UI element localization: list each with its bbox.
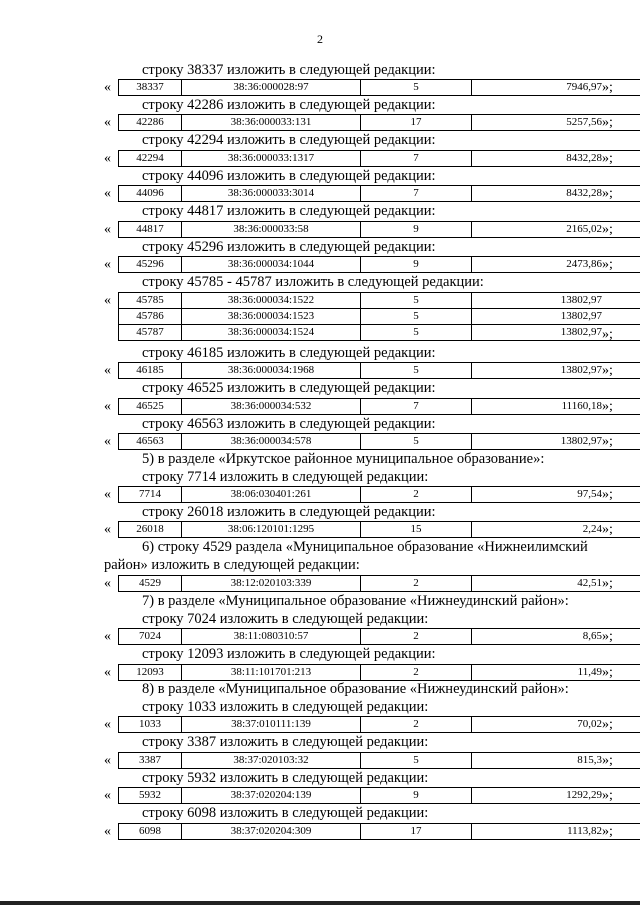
group-cell: 5 <box>361 293 472 309</box>
value-cell: 1292,29 <box>472 788 640 804</box>
row-number-cell: 46525 <box>119 399 182 415</box>
replacement-table-block <box>0 79 640 96</box>
group-cell: 5 <box>361 753 472 769</box>
instruction-line: строку 3387 изложить в следующей редакции: <box>142 734 429 750</box>
replacement-table-block <box>0 292 640 343</box>
cadastral-number-cell: 38:36:000034:1044 <box>182 257 361 273</box>
instruction-line: строку 7024 изложить в следующей редакции: <box>142 611 429 627</box>
value-cell: 1113,82 <box>472 824 640 840</box>
registry-table <box>118 787 640 804</box>
table-row <box>119 309 640 325</box>
registry-table <box>118 716 640 733</box>
closing-quote: »; <box>602 151 613 166</box>
cadastral-number-cell: 38:36:000034:1968 <box>182 363 361 379</box>
closing-quote: »; <box>602 824 613 839</box>
row-number-cell: 45787 <box>119 325 182 341</box>
instruction-line: 8) в разделе «Муниципальное образование «Нижнеудинский район»: <box>142 681 569 697</box>
row-number-cell: 42294 <box>119 151 182 167</box>
table-row <box>119 753 640 769</box>
cadastral-number-cell: 38:36:000034:1522 <box>182 293 361 309</box>
cadastral-number-cell: 38:37:020103:32 <box>182 753 361 769</box>
closing-quote: »; <box>602 80 613 95</box>
value-cell: 13802,97 <box>472 434 640 450</box>
row-number-cell: 44817 <box>119 222 182 238</box>
opening-quote: « <box>104 293 111 308</box>
group-cell: 7 <box>361 186 472 202</box>
registry-table <box>118 79 640 96</box>
instruction-line: строку 6098 изложить в следующей редакции: <box>142 805 429 821</box>
cadastral-number-cell: 38:37:010111:139 <box>182 717 361 733</box>
instruction-line: строку 45785 - 45787 изложить в следующей редакции: <box>142 274 484 290</box>
cadastral-number-cell: 38:36:000034:1523 <box>182 309 361 325</box>
value-cell: 5257,56 <box>472 115 640 131</box>
replacement-table-block <box>0 221 640 238</box>
group-cell: 7 <box>361 151 472 167</box>
table-row <box>119 151 640 167</box>
table-row <box>119 487 640 503</box>
instruction-line: строку 7714 изложить в следующей редакции: <box>142 469 429 485</box>
row-number-cell: 38337 <box>119 80 182 96</box>
replacement-table-block <box>0 114 640 131</box>
opening-quote: « <box>104 629 111 644</box>
group-cell: 2 <box>361 629 472 645</box>
replacement-table-block <box>0 486 640 503</box>
opening-quote: « <box>104 115 111 130</box>
cadastral-number-cell: 38:12:020103:339 <box>182 576 361 592</box>
group-cell: 2 <box>361 576 472 592</box>
cadastral-number-cell: 38:36:000034:1524 <box>182 325 361 341</box>
table-row <box>119 257 640 273</box>
group-cell: 9 <box>361 222 472 238</box>
closing-quote: »; <box>602 487 613 502</box>
closing-quote: »; <box>602 115 613 130</box>
replacement-table-block <box>0 398 640 415</box>
closing-quote: »; <box>602 753 613 768</box>
replacement-table-block <box>0 150 640 167</box>
row-number-cell: 44096 <box>119 186 182 202</box>
closing-quote: »; <box>602 629 613 644</box>
cadastral-number-cell: 38:11:101701:213 <box>182 665 361 681</box>
group-cell: 9 <box>361 257 472 273</box>
cadastral-number-cell: 38:36:000033:3014 <box>182 186 361 202</box>
table-row <box>119 434 640 450</box>
row-number-cell: 42286 <box>119 115 182 131</box>
value-cell: 8,65 <box>472 629 640 645</box>
row-number-cell: 6098 <box>119 824 182 840</box>
value-cell: 2,24 <box>472 522 640 538</box>
closing-quote: »; <box>602 399 613 414</box>
cadastral-number-cell: 38:11:080310:57 <box>182 629 361 645</box>
registry-table <box>118 664 640 681</box>
group-cell: 2 <box>361 665 472 681</box>
cadastral-number-cell: 38:36:000034:532 <box>182 399 361 415</box>
table-row <box>119 325 640 341</box>
row-number-cell: 26018 <box>119 522 182 538</box>
instruction-line: строку 44817 изложить в следующей редакции: <box>142 203 436 219</box>
table-row <box>119 717 640 733</box>
instruction-line: строку 26018 изложить в следующей редакции: <box>142 504 436 520</box>
instruction-line: строку 46525 изложить в следующей редакции: <box>142 380 436 396</box>
registry-table <box>118 521 640 538</box>
opening-quote: « <box>104 434 111 449</box>
instruction-line: район» изложить в следующей редакции: <box>104 557 360 573</box>
closing-quote: »; <box>602 434 613 449</box>
cadastral-number-cell: 38:06:030401:261 <box>182 487 361 503</box>
group-cell: 17 <box>361 824 472 840</box>
group-cell: 2 <box>361 717 472 733</box>
opening-quote: « <box>104 753 111 768</box>
scan-edge <box>0 901 640 905</box>
value-cell: 11160,18 <box>472 399 640 415</box>
instruction-line: 7) в разделе «Муниципальное образование «Нижнеудинский район»: <box>142 593 569 609</box>
row-number-cell: 46185 <box>119 363 182 379</box>
table-row <box>119 115 640 131</box>
replacement-table-block <box>0 521 640 538</box>
opening-quote: « <box>104 399 111 414</box>
instruction-line: строку 42286 изложить в следующей редакции: <box>142 97 436 113</box>
instruction-line: строку 42294 изложить в следующей редакции: <box>142 132 436 148</box>
opening-quote: « <box>104 257 111 272</box>
row-number-cell: 45785 <box>119 293 182 309</box>
registry-table <box>118 575 640 592</box>
replacement-table-block <box>0 575 640 592</box>
row-number-cell: 45296 <box>119 257 182 273</box>
opening-quote: « <box>104 222 111 237</box>
value-cell: 8432,28 <box>472 186 640 202</box>
value-cell: 7946,97 <box>472 80 640 96</box>
value-cell: 13802,97 <box>472 293 640 309</box>
row-number-cell: 5932 <box>119 788 182 804</box>
row-number-cell: 46563 <box>119 434 182 450</box>
group-cell: 7 <box>361 399 472 415</box>
value-cell: 2165,02 <box>472 222 640 238</box>
table-row <box>119 629 640 645</box>
table-row <box>119 665 640 681</box>
registry-table <box>118 486 640 503</box>
closing-quote: »; <box>602 257 613 272</box>
closing-quote: »; <box>602 576 613 591</box>
table-row <box>119 363 640 379</box>
opening-quote: « <box>104 576 111 591</box>
value-cell: 70,02 <box>472 717 640 733</box>
opening-quote: « <box>104 824 111 839</box>
value-cell: 42,51 <box>472 576 640 592</box>
closing-quote: »; <box>602 788 613 803</box>
registry-table <box>118 185 640 202</box>
opening-quote: « <box>104 80 111 95</box>
page-number: 2 <box>317 32 323 46</box>
row-number-cell: 7024 <box>119 629 182 645</box>
group-cell: 5 <box>361 434 472 450</box>
table-row <box>119 222 640 238</box>
opening-quote: « <box>104 665 111 680</box>
cadastral-number-cell: 38:37:020204:139 <box>182 788 361 804</box>
value-cell: 13802,97 <box>472 325 640 341</box>
registry-table <box>118 114 640 131</box>
value-cell: 13802,97 <box>472 309 640 325</box>
replacement-table-block <box>0 787 640 804</box>
cadastral-number-cell: 38:36:000028:97 <box>182 80 361 96</box>
opening-quote: « <box>104 717 111 732</box>
instruction-line: строку 1033 изложить в следующей редакции: <box>142 699 429 715</box>
registry-table <box>118 823 640 840</box>
replacement-table-block <box>0 362 640 379</box>
closing-quote: »; <box>602 222 613 237</box>
instruction-line: строку 46563 изложить в следующей редакции: <box>142 416 436 432</box>
closing-quote: »; <box>602 363 613 378</box>
opening-quote: « <box>104 788 111 803</box>
closing-quote: »; <box>602 186 613 201</box>
replacement-table-block <box>0 256 640 273</box>
table-row <box>119 824 640 840</box>
registry-table <box>118 752 640 769</box>
instruction-line: строку 45296 изложить в следующей редакции: <box>142 239 436 255</box>
replacement-table-block <box>0 823 640 840</box>
opening-quote: « <box>104 522 111 537</box>
instruction-line: 6) строку 4529 раздела «Муниципальное образование «Нижнеилимский <box>142 539 588 555</box>
value-cell: 97,54 <box>472 487 640 503</box>
cadastral-number-cell: 38:37:020204:309 <box>182 824 361 840</box>
group-cell: 5 <box>361 309 472 325</box>
registry-table <box>118 292 640 341</box>
opening-quote: « <box>104 186 111 201</box>
instruction-line: строку 46185 изложить в следующей редакции: <box>142 345 436 361</box>
replacement-table-block <box>0 185 640 202</box>
group-cell: 15 <box>361 522 472 538</box>
opening-quote: « <box>104 363 111 378</box>
registry-table <box>118 398 640 415</box>
opening-quote: « <box>104 151 111 166</box>
group-cell: 5 <box>361 325 472 341</box>
row-number-cell: 12093 <box>119 665 182 681</box>
replacement-table-block <box>0 433 640 450</box>
closing-quote: »; <box>602 717 613 732</box>
cadastral-number-cell: 38:36:000033:1317 <box>182 151 361 167</box>
group-cell: 5 <box>361 363 472 379</box>
replacement-table-block <box>0 716 640 733</box>
registry-table <box>118 362 640 379</box>
instruction-line: 5) в разделе «Иркутское районное муниципальное образование»: <box>142 451 545 467</box>
replacement-table-block <box>0 664 640 681</box>
instruction-line: строку 12093 изложить в следующей редакции: <box>142 646 436 662</box>
replacement-table-block <box>0 752 640 769</box>
table-row <box>119 293 640 309</box>
table-row <box>119 522 640 538</box>
value-cell: 13802,97 <box>472 363 640 379</box>
group-cell: 2 <box>361 487 472 503</box>
group-cell: 17 <box>361 115 472 131</box>
instruction-line: строку 5932 изложить в следующей редакции: <box>142 770 429 786</box>
value-cell: 8432,28 <box>472 151 640 167</box>
instruction-line: строку 44096 изложить в следующей редакции: <box>142 168 436 184</box>
table-row <box>119 186 640 202</box>
cadastral-number-cell: 38:36:000034:578 <box>182 434 361 450</box>
row-number-cell: 4529 <box>119 576 182 592</box>
table-row <box>119 399 640 415</box>
row-number-cell: 3387 <box>119 753 182 769</box>
cadastral-number-cell: 38:06:120101:1295 <box>182 522 361 538</box>
row-number-cell: 1033 <box>119 717 182 733</box>
table-row <box>119 80 640 96</box>
closing-quote: »; <box>602 665 613 680</box>
registry-table <box>118 221 640 238</box>
row-number-cell: 45786 <box>119 309 182 325</box>
replacement-table-block <box>0 628 640 645</box>
registry-table <box>118 433 640 450</box>
group-cell: 5 <box>361 80 472 96</box>
table-row <box>119 788 640 804</box>
cadastral-number-cell: 38:36:000033:131 <box>182 115 361 131</box>
instruction-line: строку 38337 изложить в следующей редакции: <box>142 62 436 78</box>
row-number-cell: 7714 <box>119 487 182 503</box>
table-row <box>119 576 640 592</box>
registry-table <box>118 150 640 167</box>
group-cell: 9 <box>361 788 472 804</box>
cadastral-number-cell: 38:36:000033:58 <box>182 222 361 238</box>
value-cell: 2473,86 <box>472 257 640 273</box>
closing-quote: »; <box>602 522 613 537</box>
value-cell: 815,3 <box>472 753 640 769</box>
registry-table <box>118 256 640 273</box>
closing-quote: »; <box>602 327 613 342</box>
value-cell: 11,49 <box>472 665 640 681</box>
opening-quote: « <box>104 487 111 502</box>
registry-table <box>118 628 640 645</box>
